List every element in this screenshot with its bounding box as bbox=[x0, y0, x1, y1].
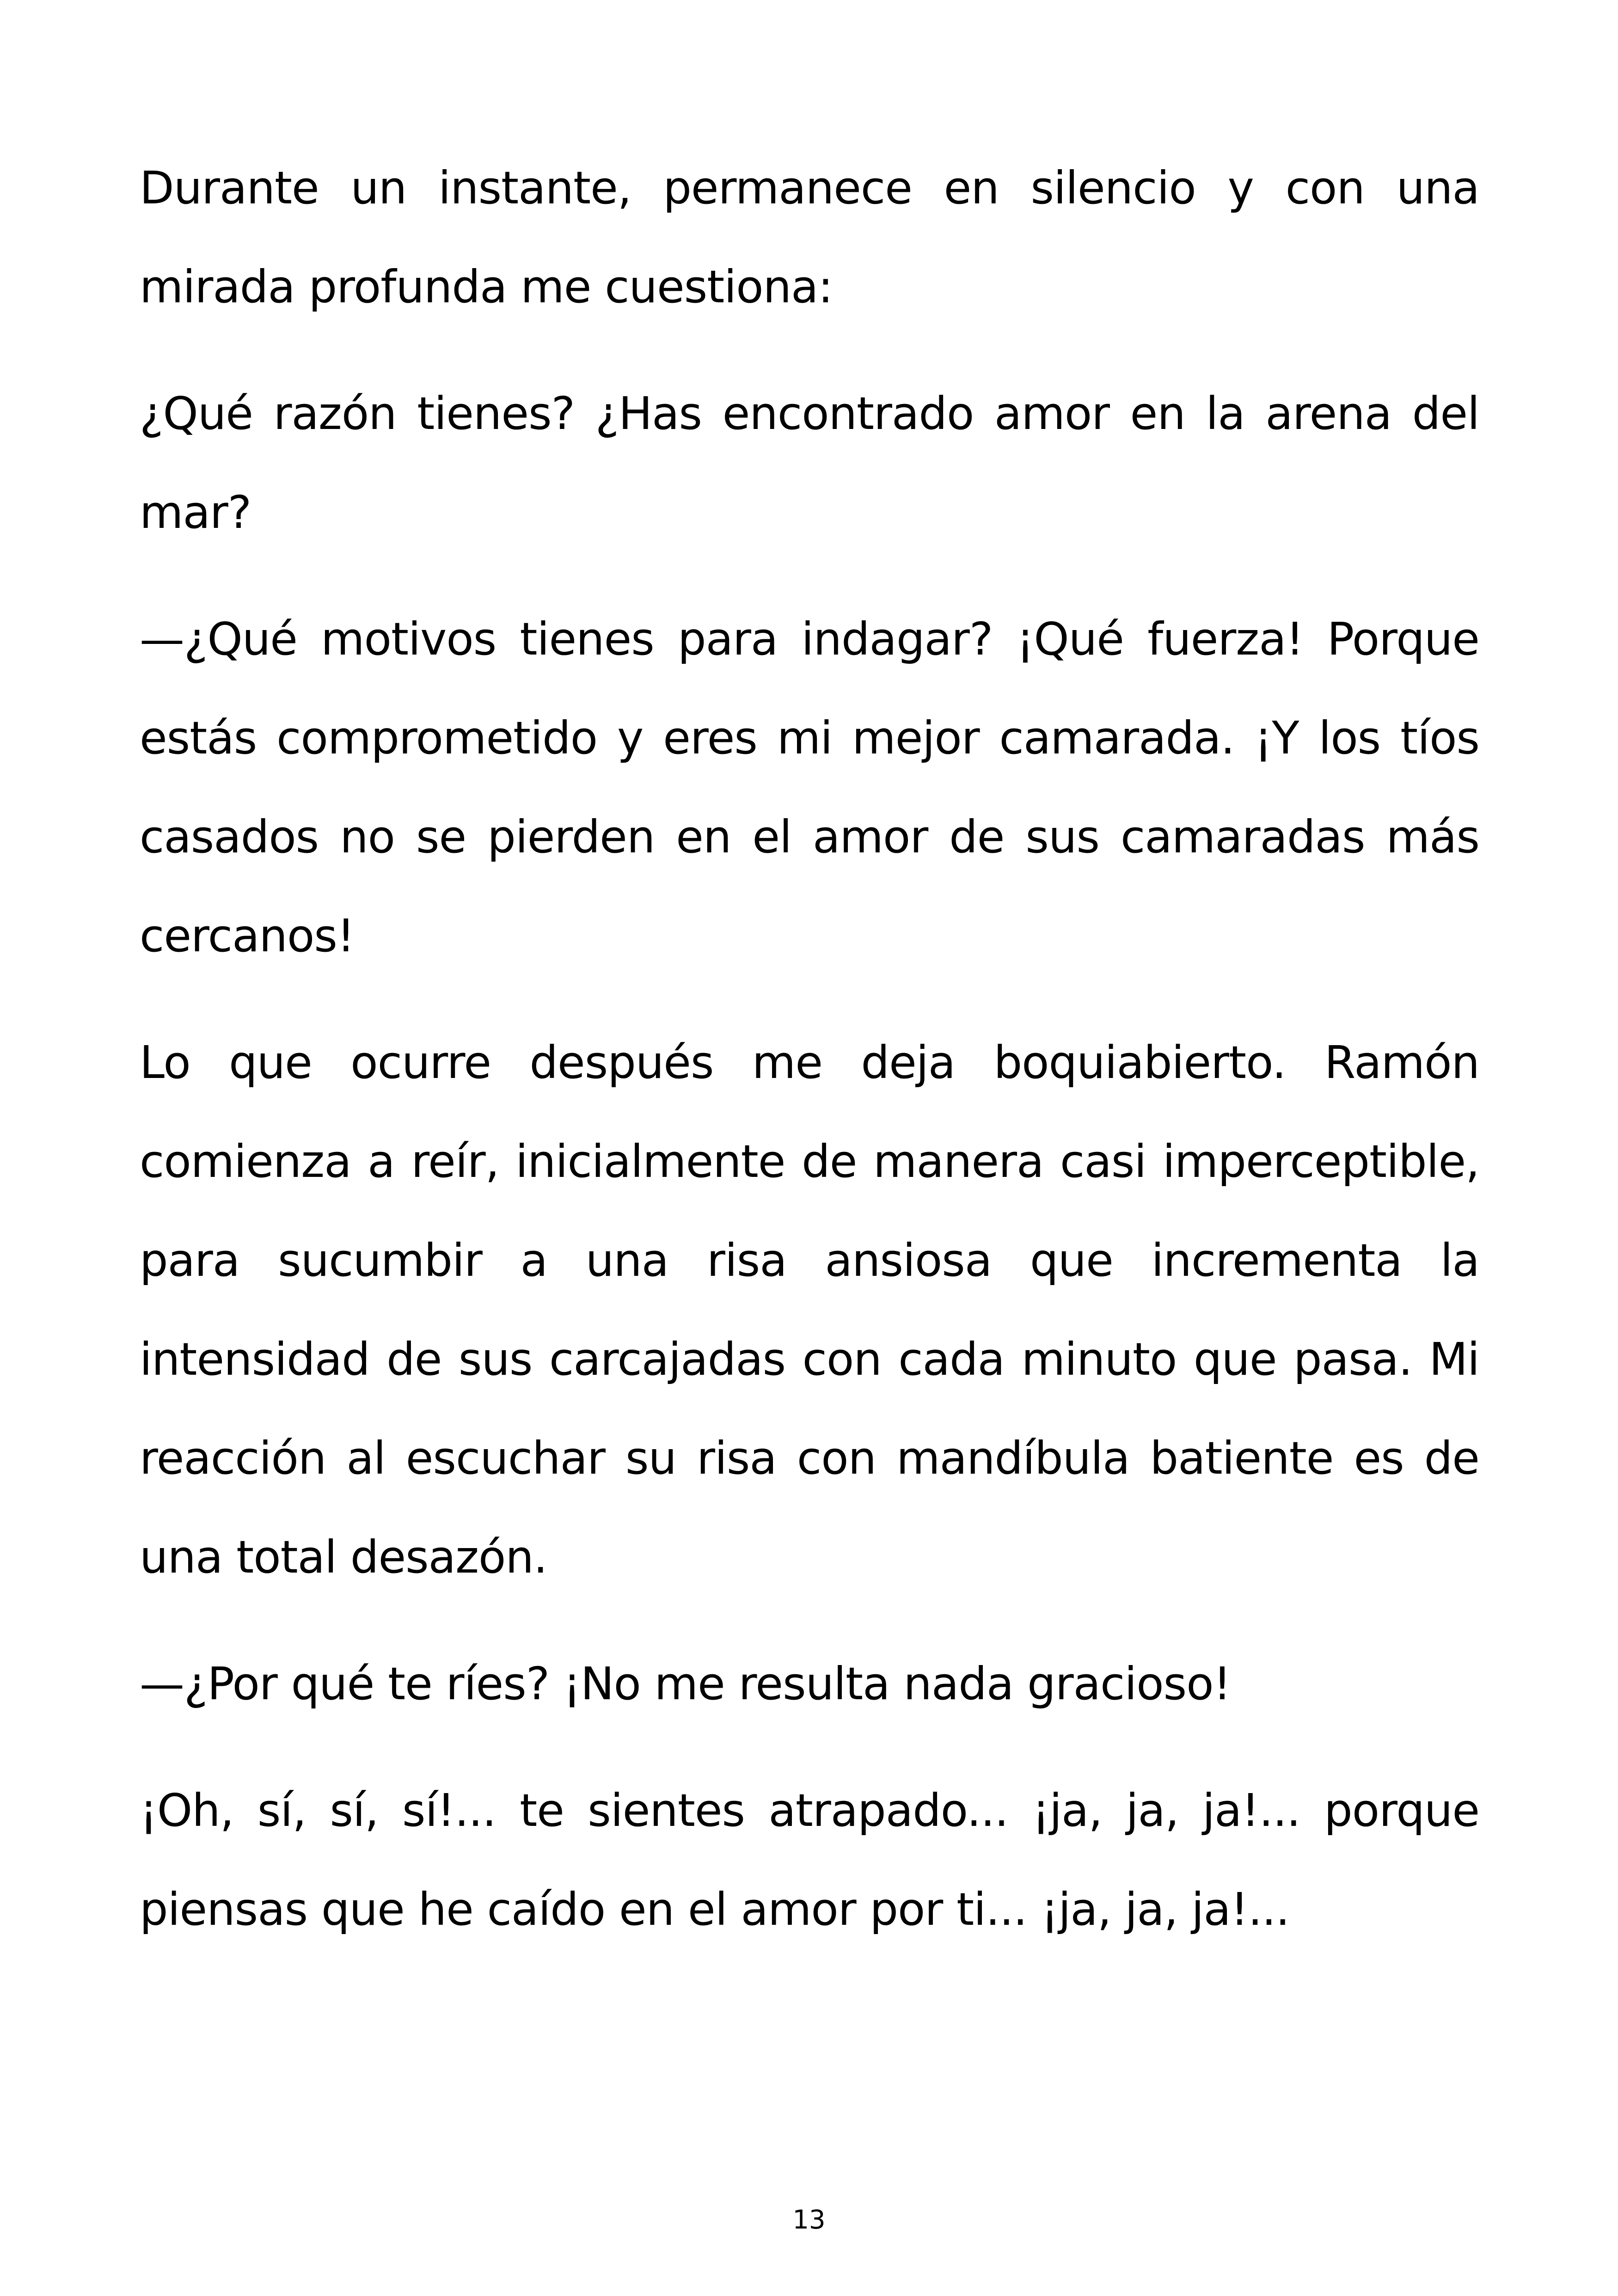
paragraph: —¿Qué motivos tienes para indagar? ¡Qué fuerza! Porque estás comprometido y eres mi mejor camarada. ¡Y los tíos casados no se pierden en el amor de sus camaradas más cercanos! bbox=[140, 613, 1479, 962]
paragraph: Lo que ocurre después me deja boquiabierto. Ramón comienza a reír, inicialmente de manera casi imperceptible, para sucumbir a una risa ansiosa que incrementa la intensidad de sus carcajadas con cada minuto que pasa. Mi reacción al escuchar su risa con mandíbula batiente es de una total desazón. bbox=[140, 1036, 1479, 1583]
paragraph: —¿Por qué te ríes? ¡No me resulta nada gracioso! bbox=[140, 1658, 1231, 1710]
paragraph: Durante un instante, permanece en silencio y con una mirada profunda me cuestiona: bbox=[140, 162, 1479, 313]
paragraph: ¿Qué razón tienes? ¿Has encontrado amor en la arena del mar? bbox=[140, 387, 1479, 539]
paragraph: ¡Oh, sí, sí, sí!... te sientes atrapado... ¡ja, ja, ja!... porque piensas que he caído en el amor por ti... ¡ja, ja, ja!... bbox=[140, 1784, 1479, 1935]
page-number: 13 bbox=[792, 2205, 826, 2235]
body-text bbox=[140, 139, 1479, 1987]
